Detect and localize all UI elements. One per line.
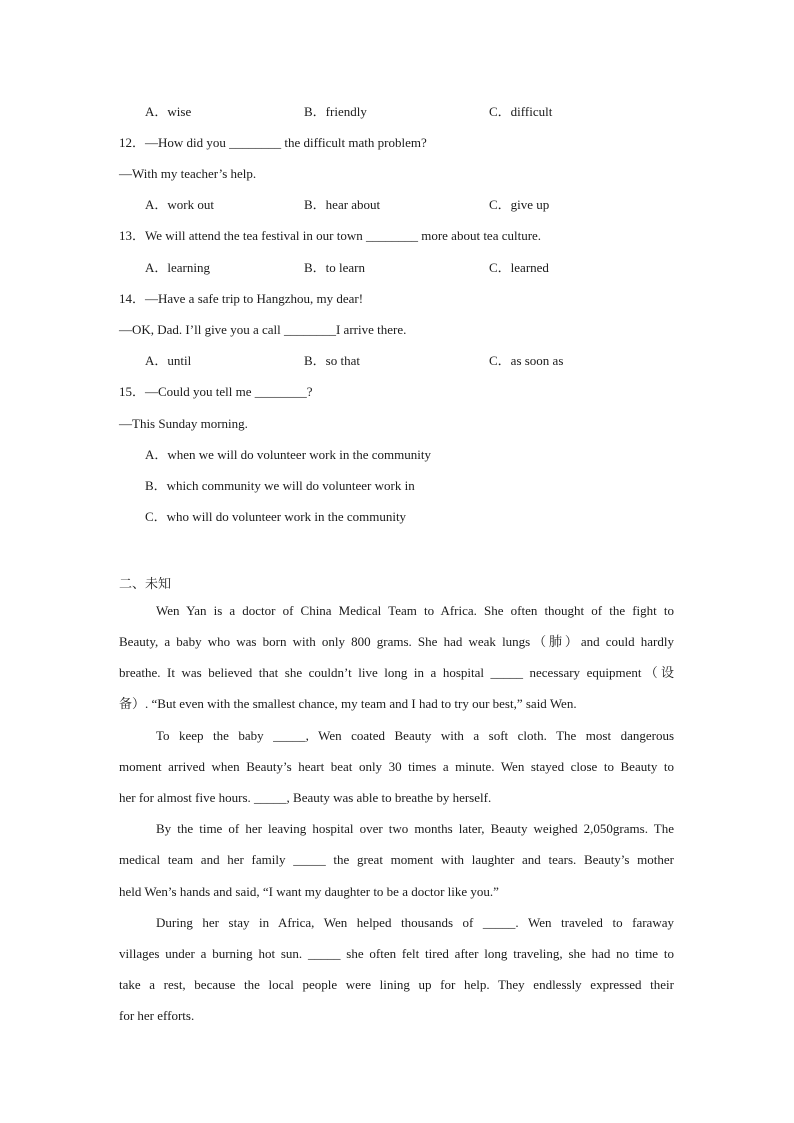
option-a: A．learning	[145, 260, 210, 275]
q12-reply: —With my teacher’s help.	[119, 166, 257, 181]
passage-line: take a rest, because the local people were lining up for help. They endlessly expressed their	[119, 977, 674, 992]
q14-options	[145, 352, 705, 370]
q15-stem: 15．—Could you tell me ________?	[119, 384, 313, 399]
passage-line: moment arrived when Beauty’s heart beat only 30 times a minute. Wen stayed close to Beauty to	[119, 759, 674, 774]
q11-options	[145, 103, 705, 121]
option-a: A．work out	[145, 197, 214, 212]
option-b: B．to learn	[304, 260, 366, 275]
passage-line: villages under a burning hot sun. _____ she often felt tired after long traveling, she had no time to	[119, 946, 674, 961]
option-c: C．give up	[489, 197, 550, 212]
q14-reply: —OK, Dad. I’ll give you a call ________I arrive there.	[119, 322, 407, 337]
passage-line: her for almost five hours. _____, Beauty was able to breathe by herself.	[119, 790, 492, 805]
passage-line: held Wen’s hands and said, “I want my daughter to be a doctor like you.”	[119, 884, 499, 899]
q14-stem: 14．—Have a safe trip to Hangzhou, my dear!	[119, 291, 364, 306]
passage-line: Beauty, a baby who was born with only 800 grams. She had weak lungs（肺）and could hardly	[119, 634, 674, 649]
option-b: B．hear about	[304, 197, 381, 212]
section-heading: 二、未知	[119, 577, 172, 592]
passage-line: Wen Yan is a doctor of China Medical Team to Africa. She often thought of the fight to	[156, 603, 674, 618]
option-a: A．until	[145, 353, 192, 368]
q15-reply: —This Sunday morning.	[119, 416, 248, 431]
passage-line: By the time of her leaving hospital over two months later, Beauty weighed 2,050grams. The	[156, 821, 674, 836]
q15-option-c: C．who will do volunteer work in the community	[145, 509, 407, 524]
passage-line: breathe. It was believed that she couldn’t live long in a hospital _____ necessary equipment（设	[119, 665, 674, 680]
q12-stem: 12．—How did you ________ the difficult math problem?	[119, 135, 427, 150]
passage-line: 备）. “But even with the smallest chance, my team and I had to try our best,” said Wen.	[119, 696, 577, 711]
option-c: C．learned	[489, 260, 549, 275]
option-b: B．so that	[304, 353, 360, 368]
q13-stem: 13．We will attend the tea festival in our town ________ more about tea culture.	[119, 228, 542, 243]
passage-line: for her efforts.	[119, 1008, 195, 1023]
passage-line: To keep the baby _____, Wen coated Beauty with a soft cloth. The most dangerous	[156, 728, 674, 743]
option-a: A．wise	[145, 104, 192, 119]
option-c: C．as soon as	[489, 353, 564, 368]
passage-line: medical team and her family _____ the great moment with laughter and tears. Beauty’s mother	[119, 852, 674, 867]
q15-option-a: A．when we will do volunteer work in the community	[145, 447, 431, 462]
q15-option-b: B．which community we will do volunteer work in	[145, 478, 415, 493]
q13-options	[145, 259, 705, 277]
passage-line: During her stay in Africa, Wen helped thousands of _____. Wen traveled to faraway	[156, 915, 674, 930]
option-b: B．friendly	[304, 104, 367, 119]
option-c: C．difficult	[489, 104, 553, 119]
q12-options	[145, 196, 705, 214]
